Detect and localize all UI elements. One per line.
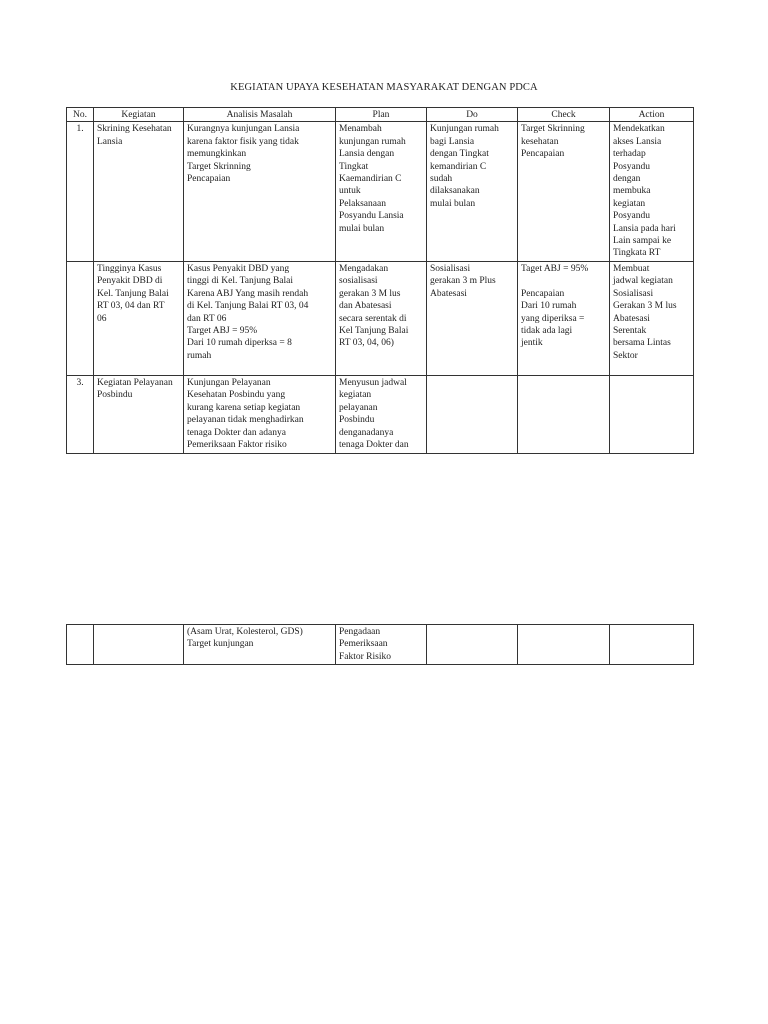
cell-do: Kunjungan rumah bagi Lansia dengan Tingkat kemandirian C sudah dilaksanakan mulai bulan — [427, 122, 518, 261]
cell-plan: Pengadaan Pemeriksaan Faktor Risiko — [336, 625, 427, 665]
cell-kegiatan: Tingginya Kasus Penyakit DBD di Kel. Tanjung Balai RT 03, 04 dan RT 06 — [94, 261, 184, 375]
header-no: No. — [67, 108, 94, 122]
header-analisis-masalah: Analisis Masalah — [184, 108, 336, 122]
header-do: Do — [427, 108, 518, 122]
header-kegiatan: Kegiatan — [94, 108, 184, 122]
table-row — [67, 625, 694, 665]
cell-analisis: Kurangnya kunjungan Lansia karena faktor fisik yang tidak memungkinkan Target Skrinning Pencapaian — [184, 122, 336, 261]
header-plan: Plan — [336, 108, 427, 122]
header-action: Action — [610, 108, 694, 122]
cell-plan: Menyusun jadwal kegiatan pelayanan Posbindu denganadanya tenaga Dokter dan — [336, 375, 427, 453]
cell-do — [427, 375, 518, 453]
cell-analisis: Kunjungan Pelayanan Kesehatan Posbindu yang kurang karena setiap kegiatan pelayanan tidak menghadirkan tenaga Dokter dan adanya Pemeriksaan Faktor risiko — [184, 375, 336, 453]
cell-no — [67, 625, 94, 665]
pdca-table-continuation — [66, 624, 694, 665]
cell-action — [610, 375, 694, 453]
cell-action: Mendekatkan akses Lansia terhadap Posyandu dengan membuka kegiatan Posyandu Lansia pada hari Lain sampai ke Tingkata RT — [610, 122, 694, 261]
cell-no — [67, 261, 94, 375]
table-header-row — [67, 108, 694, 122]
cell-plan: Menambah kunjungan rumah Lansia dengan Tingkat Kaemandirian C untuk Pelaksanaan Posyandu Lansia mulai bulan — [336, 122, 427, 261]
cell-check — [518, 625, 610, 665]
cell-analisis: (Asam Urat, Kolesterol, GDS) Target kunjungan — [184, 625, 336, 665]
cell-kegiatan: Skrining Kesehatan Lansia — [94, 122, 184, 261]
cell-do — [427, 625, 518, 665]
page-title: KEGIATAN UPAYA KESEHATAN MASYARAKAT DENGAN PDCA — [230, 82, 538, 93]
cell-analisis: Kasus Penyakit DBD yang tinggi di Kel. Tanjung Balai Karena ABJ Yang masih rendah di Kel. Tanjung Balai RT 03, 04 dan RT 06 Target ABJ = 95% Dari 10 rumah diperksa = 8 rumah — [184, 261, 336, 375]
cell-plan: Mengadakan sosialisasi gerakan 3 M lus dan Abatesasi secara serentak di Kel Tanjung Balai RT 03, 04, 06) — [336, 261, 427, 375]
table-row — [67, 375, 694, 453]
cell-action — [610, 625, 694, 665]
table-row — [67, 261, 694, 375]
cell-check: Taget ABJ = 95% Pencapaian Dari 10 rumah yang diperiksa = tidak ada lagi jentik — [518, 261, 610, 375]
cell-action: Membuat jadwal kegiatan Sosialisasi Gerakan 3 M lus Abatesasi Serentak bersama Lintas Sektor — [610, 261, 694, 375]
pdca-table — [66, 107, 694, 454]
cell-check: Target Skrinning kesehatan Pencapaian — [518, 122, 610, 261]
cell-kegiatan — [94, 625, 184, 665]
cell-kegiatan: Kegiatan Pelayanan Posbindu — [94, 375, 184, 453]
header-check: Check — [518, 108, 610, 122]
cell-no: 3. — [67, 375, 94, 453]
cell-do: Sosialisasi gerakan 3 m Plus Abatesasi — [427, 261, 518, 375]
cell-no: 1. — [67, 122, 94, 261]
cell-check — [518, 375, 610, 453]
table-row — [67, 122, 694, 261]
